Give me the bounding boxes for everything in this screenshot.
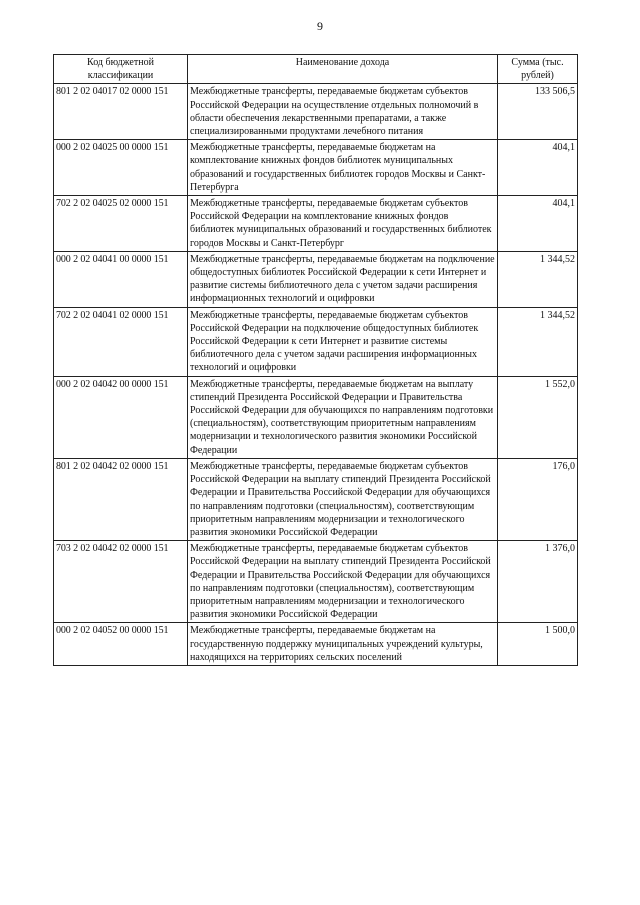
row-name: Межбюджетные трансферты, передаваемые бюджетам на государственную поддержку муниципальных учреждений культуры, находящихся на территориях сельских поселений xyxy=(188,623,498,666)
row-name: Межбюджетные трансферты, передаваемые бюджетам субъектов Российской Федерации на выплату стипендий Президента Российской Федерации и Правительства Российской Федерации для обучающихся по направлениям подготовки (специальностям), соответствующим приоритетным направлениям модернизации и технологического развития экономики Российской Федерации xyxy=(188,541,498,623)
table-row xyxy=(54,541,578,623)
row-code: 703 2 02 04042 02 0000 151 xyxy=(54,541,188,623)
row-name: Межбюджетные трансферты, передаваемые бюджетам на комплектование книжных фондов библиотек муниципальных образований и государственных библиотек городов Москвы и Санкт-Петербурга xyxy=(188,140,498,196)
table-row xyxy=(54,458,578,540)
row-code: 000 2 02 04041 00 0000 151 xyxy=(54,251,188,307)
row-code: 000 2 02 04042 00 0000 151 xyxy=(54,376,188,458)
row-sum: 133 506,5 xyxy=(498,84,578,140)
row-name: Межбюджетные трансферты, передаваемые бюджетам на подключение общедоступных библиотек Российской Федерации к сети Интернет и развитие системы библиотечного дела с учетом задачи расширения информационных технологий и оцифровки xyxy=(188,251,498,307)
table-row xyxy=(54,196,578,252)
row-sum: 404,1 xyxy=(498,140,578,196)
header-name: Наименование дохода xyxy=(188,55,498,84)
header-sum: Сумма (тыс. рублей) xyxy=(498,55,578,84)
row-sum: 1 552,0 xyxy=(498,376,578,458)
header-code: Код бюджетной классификации xyxy=(54,55,188,84)
table-header-row xyxy=(54,55,578,84)
row-code: 702 2 02 04025 02 0000 151 xyxy=(54,196,188,252)
row-name: Межбюджетные трансферты, передаваемые бюджетам субъектов Российской Федерации на выплату стипендий Президента Российской Федерации и Правительства Российской Федерации для обучающихся по направлениям подготовки (специальностям), соответствующим приоритетным направлениям модернизации и технологического развития экономики Российской Федерации xyxy=(188,458,498,540)
row-sum: 1 344,52 xyxy=(498,307,578,376)
row-sum: 1 500,0 xyxy=(498,623,578,666)
row-code: 000 2 02 04025 00 0000 151 xyxy=(54,140,188,196)
row-name: Межбюджетные трансферты, передаваемые бюджетам субъектов Российской Федерации на подключение общедоступных библиотек Российской Федерации к сети Интернет и развитие системы библиотечного дела с учетом задачи расширения информационных технологий и оцифровки xyxy=(188,307,498,376)
page-number: 9 xyxy=(317,19,323,33)
budget-revenue-table xyxy=(53,54,578,666)
table-row xyxy=(54,307,578,376)
table-row xyxy=(54,623,578,666)
row-code: 702 2 02 04041 02 0000 151 xyxy=(54,307,188,376)
table-row xyxy=(54,376,578,458)
row-name: Межбюджетные трансферты, передаваемые бюджетам субъектов Российской Федерации на осуществление отдельных полномочий в области обеспечения лекарственными препаратами, а также специализированными продуктами лечебного питания xyxy=(188,84,498,140)
row-sum: 176,0 xyxy=(498,458,578,540)
row-name: Межбюджетные трансферты, передаваемые бюджетам на выплату стипендий Президента Российской Федерации и Правительства Российской Федерации для обучающихся по направлениям подготовки (специальностям), соответствующим приоритетным направлениям модернизации и технологического развития экономики Российской Федерации xyxy=(188,376,498,458)
row-name: Межбюджетные трансферты, передаваемые бюджетам субъектов Российской Федерации на комплектование книжных фондов библиотек муниципальных образований и государственных библиотек городов Москвы и Санкт-Петербург xyxy=(188,196,498,252)
table-row xyxy=(54,140,578,196)
row-sum: 1 376,0 xyxy=(498,541,578,623)
table-row xyxy=(54,84,578,140)
row-code: 000 2 02 04052 00 0000 151 xyxy=(54,623,188,666)
row-code: 801 2 02 04042 02 0000 151 xyxy=(54,458,188,540)
row-sum: 1 344,52 xyxy=(498,251,578,307)
row-sum: 404,1 xyxy=(498,196,578,252)
table-row xyxy=(54,251,578,307)
row-code: 801 2 02 04017 02 0000 151 xyxy=(54,84,188,140)
